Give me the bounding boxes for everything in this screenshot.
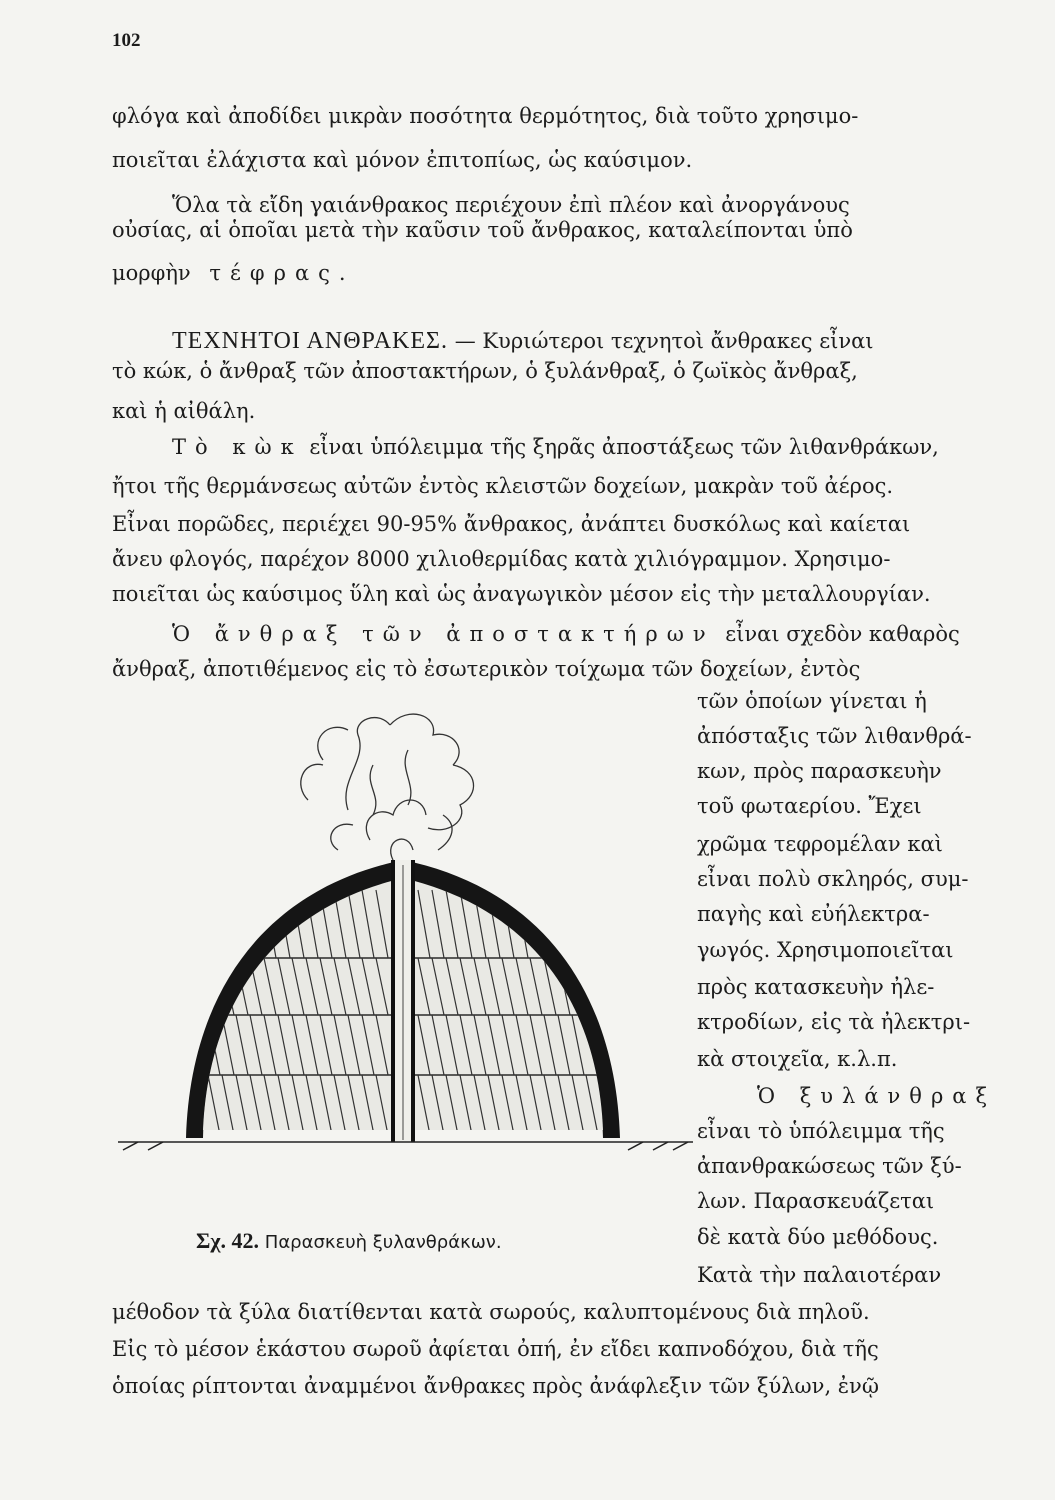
column-line: πρὸς κατασκευὴν ἠλε- — [697, 975, 935, 999]
chimney-icon — [391, 860, 415, 1142]
body-line: μέθοδον τὰ ξύλα διατίθενται κατὰ σωρούς, καλυπτομένους διὰ πηλοῦ. — [112, 1300, 870, 1324]
ground-icon — [118, 1142, 693, 1150]
spaced-term: τέφρας. — [209, 261, 355, 285]
body-line — [112, 259, 355, 287]
column-line: εἶναι πολὺ σκληρός, συμ- — [697, 867, 969, 891]
body-line: ἄνευ φλογός, παρέχον 8000 χιλιοθερμίδας κατὰ χιλιόγραμμον. Χρησιμο- — [112, 547, 891, 571]
body-text: εἶναι ὑπόλειμμα τῆς ξηρᾶς ἀποστάξεως τῶν λιθανθράκων, — [309, 435, 939, 459]
body-line: Εἰς τὸ μέσον ἑκάστου σωροῦ ἀφίεται ὀπή, ἐν εἴδει καπνοδόχου, διὰ τῆς — [112, 1337, 879, 1361]
column-line: κτροδίων, εἰς τὰ ἠλεκτρι- — [697, 1010, 971, 1034]
column-line: γωγός. Χρησιμοποιεῖται — [697, 938, 954, 962]
figure-label: Σχ. 42. — [196, 1228, 260, 1253]
charcoal-paragraph-line — [757, 1082, 996, 1110]
body-line: Ὅλα τὰ εἴδη γαιάνθρακος περιέχουν ἐπὶ πλέον καὶ ἀνοργάνους — [172, 193, 850, 217]
column-line: χρῶμα τεφρομέλαν καὶ — [697, 832, 943, 856]
body-line: τὸ κώκ, ὁ ἄνθραξ τῶν ἀποστακτήρων, ὁ ξυλάνθραξ, ὁ ζωϊκὸς ἄνθραξ, — [112, 359, 858, 383]
figure-caption — [196, 1228, 502, 1254]
body-text: εἶναι σχεδὸν καθαρὸς — [725, 622, 960, 646]
section-heading: ΤΕΧΝΗΤΟΙ ΑΝΘΡΑΚΕΣ. — [172, 328, 448, 354]
page-number: 102 — [112, 30, 141, 51]
section-heading-rest: — Κυριώτεροι τεχνητοὶ ἄνθρακες εἶναι — [454, 329, 874, 353]
column-line: ἀπανθρακώσεως τῶν ξύ- — [697, 1154, 962, 1178]
body-line: ἤτοι τῆς θερμάνσεως αὐτῶν ἐντὸς κλειστῶν δοχείων, μακρὰν τοῦ ἀέρος. — [112, 474, 894, 498]
body-line: φλόγα καὶ ἀποδίδει μικρὰν ποσότητα θερμότητος, διὰ τοῦτο χρησιμο- — [112, 104, 859, 128]
column-line: λων. Παρασκευάζεται — [697, 1189, 935, 1213]
column-line: εἶναι τὸ ὑπόλειμμα τῆς — [697, 1119, 945, 1143]
charcoal-kiln-illustration — [108, 690, 698, 1160]
column-line: δὲ κατὰ δύο μεθόδους. — [697, 1225, 939, 1249]
spaced-term: Τὸ κὼκ — [172, 435, 303, 459]
body-line: Εἶναι πορῶδες, περιέχει 90-95% ἄνθρακος, ἀνάπτει δυσκόλως καὶ καίεται — [112, 512, 911, 536]
body-line: ἄνθραξ, ἀποτιθέμενος εἰς τὸ ἐσωτερικὸν τοίχωμα τῶν δοχείων, ἐντὸς — [112, 657, 861, 681]
coke-paragraph-line — [172, 433, 939, 461]
charcoal-kiln-figure — [108, 690, 698, 1160]
spaced-term: Ὁ ἄνθραξ τῶν ἀποστακτήρων — [172, 622, 715, 646]
figure-caption-text: Παρασκευὴ ξυλανθράκων. — [264, 1232, 502, 1253]
column-line: τοῦ φωταερίου. Ἔχει — [697, 794, 922, 818]
column-line: τῶν ὁποίων γίνεται ἡ — [697, 689, 927, 713]
column-line: Κατὰ τὴν παλαιοτέραν — [697, 1263, 942, 1287]
column-line: παγὴς καὶ εὐήλεκτρα- — [697, 902, 930, 926]
body-line: ποιεῖται ὡς καύσιμος ὕλη καὶ ὡς ἀναγωγικὸν μέσον εἰς τὴν μεταλλουργίαν. — [112, 582, 931, 606]
column-line: κων, πρὸς παρασκευὴν — [697, 759, 942, 783]
body-text: μορφὴν — [112, 261, 191, 285]
column-line: ἀπόσταξις τῶν λιθανθρά- — [697, 724, 972, 748]
body-line: ὁποίας ρίπτονται ἀναμμένοι ἄνθρακες πρὸς ἀνάφλεξιν τῶν ξύλων, ἐνῷ — [112, 1374, 879, 1398]
body-line: οὐσίας, αἱ ὁποῖαι μετὰ τὴν καῦσιν τοῦ ἄνθρακος, καταλείπονται ὑπὸ — [112, 218, 853, 242]
column-line: κὰ στοιχεῖα, κ.λ.π. — [697, 1047, 898, 1071]
spaced-term: Ὁ ξυλάνθραξ — [757, 1084, 997, 1108]
body-line: καὶ ἡ αἰθάλη. — [112, 399, 256, 423]
retort-paragraph-line — [172, 620, 960, 648]
body-line: ποιεῖται ἐλάχιστα καὶ μόνον ἐπιτοπίως, ὡς καύσιμον. — [112, 148, 693, 172]
section-heading-line — [172, 327, 874, 355]
smoke-icon — [301, 714, 474, 860]
